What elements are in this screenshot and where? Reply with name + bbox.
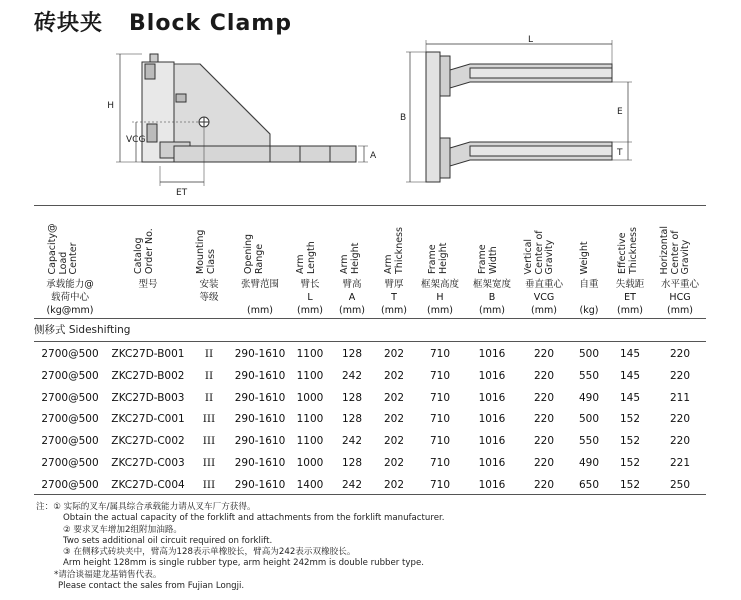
table-cell: 202 [383, 369, 405, 382]
table-cell: 710 [429, 391, 451, 404]
table-cell: 290-1610 [234, 478, 286, 491]
table-cell: 220 [533, 391, 555, 404]
table-cell: 1100 [296, 348, 324, 360]
table-cell: ZKC27D-B002 [111, 369, 185, 382]
top-view-drawing [406, 40, 632, 182]
table-cell: 220 [669, 413, 691, 426]
table-cell: II [204, 369, 214, 382]
table-cell: 710 [429, 348, 451, 360]
table-row [0, 388, 741, 408]
label-T: T [617, 148, 623, 158]
table-cell: ZKC27D-C002 [111, 435, 185, 448]
col-header-weight: Weight [579, 240, 590, 274]
table-cell: 220 [533, 457, 555, 469]
col-cn-frame-width: 框架宽度 B (mm) [472, 279, 511, 316]
section-label: 侧移式 Sideshifting [34, 324, 131, 336]
note-line: Please contact the sales from Fujian Longji. [58, 581, 245, 592]
table-cell: ZKC27D-C001 [111, 413, 185, 426]
table-cell: 650 [578, 478, 600, 491]
table-cell: 220 [669, 369, 691, 382]
table-cell: 490 [578, 457, 600, 469]
col-cn-et: 失载距 ET (mm) [615, 279, 645, 316]
label-E: E [617, 107, 623, 117]
col-cn-catalog: 型号 [138, 279, 158, 290]
table-cell: 2700@500 [41, 413, 99, 426]
table-cell: 1016 [478, 348, 506, 360]
table-cell: 220 [533, 413, 555, 426]
table-cell: 220 [669, 348, 691, 360]
table-cell: 220 [533, 369, 555, 382]
label-VCG: VCG [126, 135, 146, 145]
table-cell: 202 [383, 348, 405, 360]
table-row [0, 453, 741, 473]
table-cell: 128 [341, 457, 363, 469]
label-L: L [528, 35, 534, 45]
table-cell: 220 [533, 478, 555, 491]
table-cell: 1016 [478, 413, 506, 426]
table-row [0, 344, 741, 364]
table-cell: 710 [429, 435, 451, 448]
table-cell: 500 [578, 348, 600, 360]
table-cell: 490 [578, 391, 600, 404]
note-line: ③ 在侧移式砖块夹中，臂高为128表示单橡胶长，臂高为242表示双橡胶长。 [63, 547, 356, 558]
table-cell: 250 [669, 478, 691, 491]
table-cell: 220 [533, 435, 555, 448]
col-header-et: Effective Thickness [617, 227, 639, 274]
col-cn-mounting: 安装 等级 [199, 279, 219, 303]
table-cell: 1016 [478, 457, 506, 469]
note-line: Two sets additional oil circuit required on forklift. [63, 535, 273, 546]
label-A: A [370, 151, 377, 161]
table-cell: 1000 [296, 391, 324, 404]
note-line: *请洽谈福建龙基销售代表。 [54, 569, 162, 580]
table-cell: 290-1610 [234, 457, 286, 469]
table-cell: II [204, 391, 214, 404]
table-row [0, 366, 741, 386]
header-rule [34, 318, 706, 319]
table-cell: 220 [669, 435, 691, 448]
note-line: Obtain the actual capacity of the forklift and attachments from the forklift manufacturer. [63, 513, 445, 524]
table-cell: 145 [619, 369, 641, 382]
table-cell: 290-1610 [234, 369, 286, 382]
table-cell: 202 [383, 435, 405, 448]
table-cell: 145 [619, 391, 641, 404]
page-title [34, 6, 292, 37]
col-header-opening: Opening Range [243, 233, 265, 274]
table-cell: 242 [341, 478, 363, 491]
table-cell: 128 [341, 413, 363, 426]
col-cn-vcg: 垂直重心 VCG (mm) [524, 279, 563, 316]
col-header-mounting: Mounting Class [195, 229, 217, 274]
note-line: Arm height 128mm is single rubber type, arm height 242mm is double rubber type. [63, 558, 424, 569]
table-cell: 290-1610 [234, 413, 286, 426]
col-cn-opening: 张臂范围 (mm) [240, 279, 279, 316]
col-header-vcg: Vertical Center of Gravity [523, 229, 555, 274]
col-header-frame-height: Frame Height [427, 242, 449, 274]
title-zh: 砖块夹 [34, 11, 104, 36]
table-cell: 290-1610 [234, 435, 286, 448]
table-cell: 2700@500 [41, 369, 99, 382]
table-cell: 202 [383, 478, 405, 491]
col-cn-frame-height: 框架高度 H (mm) [420, 279, 459, 316]
col-cn-capacity: 承载能力@ 载荷中心 (kg@mm) [46, 279, 94, 316]
table-cell: 1016 [478, 435, 506, 448]
col-header-capacity: Capacity@ Load Center [47, 222, 79, 274]
col-cn-arm-length: 臂长 L (mm) [297, 279, 323, 316]
table-cell: 2700@500 [41, 391, 99, 404]
table-cell: 220 [533, 348, 555, 360]
table-cell: ZKC27D-C003 [111, 457, 185, 469]
table-cell: 710 [429, 369, 451, 382]
col-header-arm-height: Arm Height [339, 242, 361, 274]
table-cell: 221 [669, 457, 691, 469]
table-cell: 1016 [478, 478, 506, 491]
table-top-rule [34, 205, 706, 206]
table-row [0, 431, 741, 451]
table-cell: III [202, 435, 216, 448]
col-header-arm-length: Arm Length [295, 241, 317, 274]
table-cell: 152 [619, 435, 641, 448]
table-cell: 710 [429, 478, 451, 491]
table-cell: 1016 [478, 391, 506, 404]
col-header-arm-thickness: Arm Thickness [383, 227, 405, 274]
table-cell: 1000 [296, 457, 324, 469]
label-ET: ET [176, 188, 188, 198]
table-cell: 2700@500 [41, 348, 99, 360]
table-cell: 152 [619, 478, 641, 491]
label-B: B [400, 113, 407, 123]
table-cell: 1100 [296, 435, 324, 448]
table-cell: 152 [619, 457, 641, 469]
table-cell: 202 [383, 413, 405, 426]
table-cell: ZKC27D-B001 [111, 348, 185, 360]
col-header-frame-width: Frame Width [477, 244, 499, 274]
table-cell: 202 [383, 391, 405, 404]
table-cell: ZKC27D-B003 [111, 391, 185, 404]
table-cell: 242 [341, 369, 363, 382]
col-cn-arm-thickness: 臂厚 T (mm) [381, 279, 407, 316]
table-cell: 128 [341, 348, 363, 360]
table-row [0, 409, 741, 429]
table-cell: 710 [429, 457, 451, 469]
table-cell: 2700@500 [41, 478, 99, 491]
notes [36, 502, 444, 592]
table-cell: II [204, 348, 214, 360]
table-row [0, 475, 741, 495]
table-cell: 1100 [296, 369, 324, 382]
table-cell: III [202, 413, 216, 426]
table-cell: 242 [341, 435, 363, 448]
table-cell: 1016 [478, 369, 506, 382]
section-rule [34, 341, 706, 342]
table-cell: 211 [669, 391, 691, 404]
table-cell: 1400 [296, 478, 324, 491]
col-cn-arm-height: 臂高 A (mm) [339, 279, 365, 316]
side-view-drawing [116, 54, 368, 186]
table-cell: 550 [578, 435, 600, 448]
table-cell: 145 [619, 348, 641, 360]
col-header-hcg: Horizontal Center of Gravity [659, 225, 691, 274]
table-cell: ZKC27D-C004 [111, 478, 185, 491]
note-line: ② 要求叉车增加2组附加油路。 [63, 524, 183, 535]
note-line: 注：① 实际的叉车/属具综合承载能力请从叉车厂方获得。 [36, 502, 256, 512]
table-cell: 2700@500 [41, 457, 99, 469]
title-en: Block Clamp [129, 11, 292, 36]
table-cell: 710 [429, 413, 451, 426]
table-cell: 1100 [296, 413, 324, 426]
col-cn-hcg: 水平重心 HCG (mm) [660, 279, 699, 316]
technical-drawing [0, 34, 741, 204]
table-cell: 550 [578, 369, 600, 382]
table-cell: 290-1610 [234, 348, 286, 360]
label-H: H [107, 101, 114, 111]
table-cell: III [202, 478, 216, 491]
table-cell: 152 [619, 413, 641, 426]
table-cell: 128 [341, 391, 363, 404]
table-cell: III [202, 457, 216, 469]
col-header-catalog: Catalog Order No. [133, 228, 155, 274]
table-cell: 2700@500 [41, 435, 99, 448]
table-cell: 290-1610 [234, 391, 286, 404]
table-cell: 500 [578, 413, 600, 426]
col-cn-weight: 自重 (kg) [579, 279, 599, 316]
table-cell: 202 [383, 457, 405, 469]
